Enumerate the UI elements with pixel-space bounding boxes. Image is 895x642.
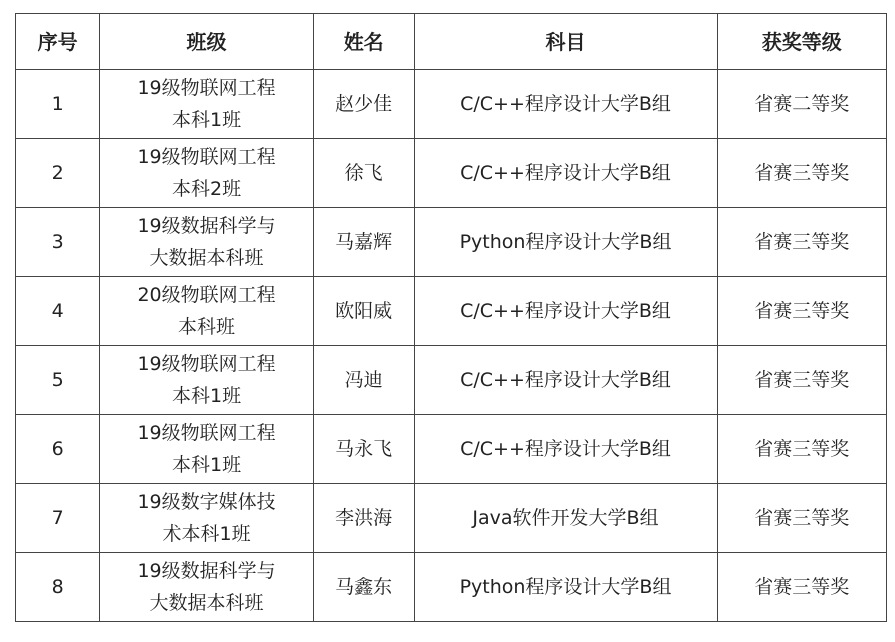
- class-line-2: 本科1班: [171, 109, 242, 131]
- cell-level: 省赛三等奖: [717, 484, 886, 553]
- cell-name: 马嘉辉: [313, 208, 414, 277]
- header-row: [16, 14, 887, 70]
- cell-subject: C/C++程序设计大学B组: [414, 415, 717, 484]
- class-line-1: 19级物联网工程: [137, 353, 276, 375]
- cell-no: 1: [16, 70, 100, 139]
- cell-no: 3: [16, 208, 100, 277]
- header-class: 班级: [100, 14, 314, 70]
- cell-level: 省赛二等奖: [717, 70, 886, 139]
- class-line-1: 19级数据科学与: [137, 215, 276, 237]
- cell-subject: C/C++程序设计大学B组: [414, 70, 717, 139]
- cell-subject: Python程序设计大学B组: [414, 553, 717, 622]
- cell-level: 省赛三等奖: [717, 346, 886, 415]
- cell-class: [100, 277, 314, 346]
- class-line-2: 大数据本科班: [149, 592, 264, 614]
- cell-name: 欧阳威: [313, 277, 414, 346]
- table-row: [16, 277, 887, 346]
- cell-class: [100, 553, 314, 622]
- cell-class: [100, 139, 314, 208]
- cell-name: 马鑫东: [313, 553, 414, 622]
- class-line-2: 大数据本科班: [149, 247, 264, 269]
- table-row: [16, 70, 887, 139]
- header-no: 序号: [16, 14, 100, 70]
- cell-name: 徐飞: [313, 139, 414, 208]
- cell-no: 6: [16, 415, 100, 484]
- table-row: [16, 208, 887, 277]
- table-row: [16, 484, 887, 553]
- class-line-1: 20级物联网工程: [137, 284, 276, 306]
- cell-subject: C/C++程序设计大学B组: [414, 139, 717, 208]
- cell-level: 省赛三等奖: [717, 415, 886, 484]
- cell-subject: C/C++程序设计大学B组: [414, 277, 717, 346]
- cell-level: 省赛三等奖: [717, 277, 886, 346]
- cell-no: 5: [16, 346, 100, 415]
- cell-class: [100, 346, 314, 415]
- class-line-2: 术本科1班: [162, 523, 251, 545]
- header-level: 获奖等级: [717, 14, 886, 70]
- cell-class: [100, 484, 314, 553]
- cell-subject: C/C++程序设计大学B组: [414, 346, 717, 415]
- cell-level: 省赛三等奖: [717, 553, 886, 622]
- table-row: [16, 553, 887, 622]
- table-row: [16, 415, 887, 484]
- cell-name: 李洪海: [313, 484, 414, 553]
- cell-subject: Java软件开发大学B组: [414, 484, 717, 553]
- class-line-1: 19级物联网工程: [137, 77, 276, 99]
- table-row: [16, 139, 887, 208]
- cell-name: 马永飞: [313, 415, 414, 484]
- class-line-1: 19级数字媒体技: [137, 491, 276, 513]
- cell-level: 省赛三等奖: [717, 139, 886, 208]
- cell-no: 7: [16, 484, 100, 553]
- class-line-2: 本科1班: [171, 385, 242, 407]
- cell-no: 2: [16, 139, 100, 208]
- cell-class: [100, 208, 314, 277]
- class-line-1: 19级物联网工程: [137, 422, 276, 444]
- cell-class: [100, 70, 314, 139]
- cell-subject: Python程序设计大学B组: [414, 208, 717, 277]
- class-line-1: 19级数据科学与: [137, 560, 276, 582]
- cell-name: 赵少佳: [313, 70, 414, 139]
- class-line-2: 本科2班: [171, 178, 242, 200]
- cell-class: [100, 415, 314, 484]
- header-name: 姓名: [313, 14, 414, 70]
- cell-no: 8: [16, 553, 100, 622]
- cell-name: 冯迪: [313, 346, 414, 415]
- class-line-2: 本科班: [178, 316, 236, 338]
- cell-level: 省赛三等奖: [717, 208, 886, 277]
- header-subject: 科目: [414, 14, 717, 70]
- cell-no: 4: [16, 277, 100, 346]
- class-line-1: 19级物联网工程: [137, 146, 276, 168]
- table-row: [16, 346, 887, 415]
- class-line-2: 本科1班: [171, 454, 242, 476]
- award-table: [15, 13, 887, 622]
